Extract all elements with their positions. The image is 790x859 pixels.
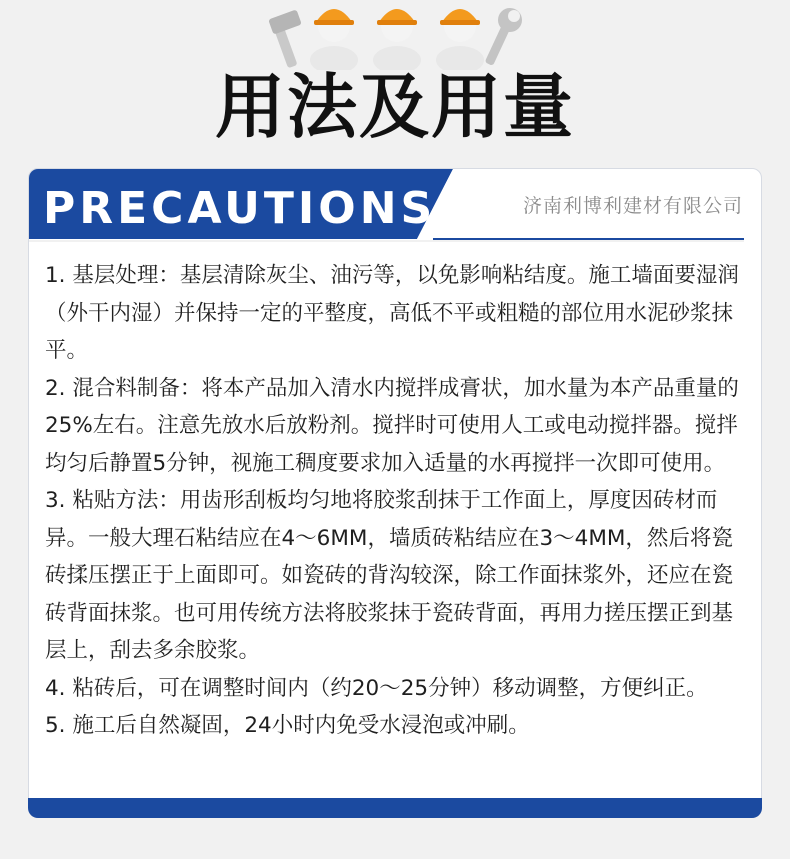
- instructions-card: [28, 168, 762, 808]
- worker-figure: [373, 9, 421, 70]
- worker-figure: [436, 9, 484, 70]
- hammer-icon: [268, 9, 302, 68]
- company-name: 济南利博利建材有限公司: [522, 195, 743, 217]
- instruction-item: 3. 粘贴方法：用齿形刮板均匀地将胶浆刮抹于工作面上，厚度因砖材而异。一般大理石粘结应在4～6MM，墙质砖粘结应在3～4MM，然后将瓷砖揉压摆正于上面即可。如瓷砖的背沟较深，除工作面抹浆外，还应在瓷砖背面抹浆。也可用传统方法将胶浆抹于瓷砖背面，再用力搓压摆正到基层上，刮去多余胶浆。: [45, 488, 734, 663]
- banner-label: PRECAUTIONS: [43, 183, 437, 234]
- worker-figure: [310, 9, 358, 70]
- instructions-list: [45, 257, 750, 745]
- page-title: 用法及用量: [215, 66, 575, 148]
- instruction-item: 5. 施工后自然凝固，24小时内免受水浸泡或冲刷。: [45, 713, 530, 738]
- instruction-item: 2. 混合料制备：将本产品加入清水内搅拌成膏状，加水量为本产品重量的25%左右。注意先放水后放粉剂。搅拌时可使用人工或电动搅拌器。搅拌均匀后静置5分钟，视施工稠度要求加入适量的水再搅拌一次即可使用。: [45, 375, 739, 476]
- wrench-icon: [485, 8, 522, 66]
- workers-illustration: [262, 0, 532, 70]
- instruction-item: 4. 粘砖后，可在调整时间内（约20～25分钟）移动调整，方便纠正。: [45, 675, 708, 701]
- card-bottom-bar: [28, 798, 762, 818]
- instruction-item: 1. 基层处理：基层清除灰尘、油污等，以免影响粘结度。施工墙面要湿润（外干内湿）并保持一定的平整度，高低不平或粗糙的部位用水泥砂浆抹平。: [45, 263, 739, 363]
